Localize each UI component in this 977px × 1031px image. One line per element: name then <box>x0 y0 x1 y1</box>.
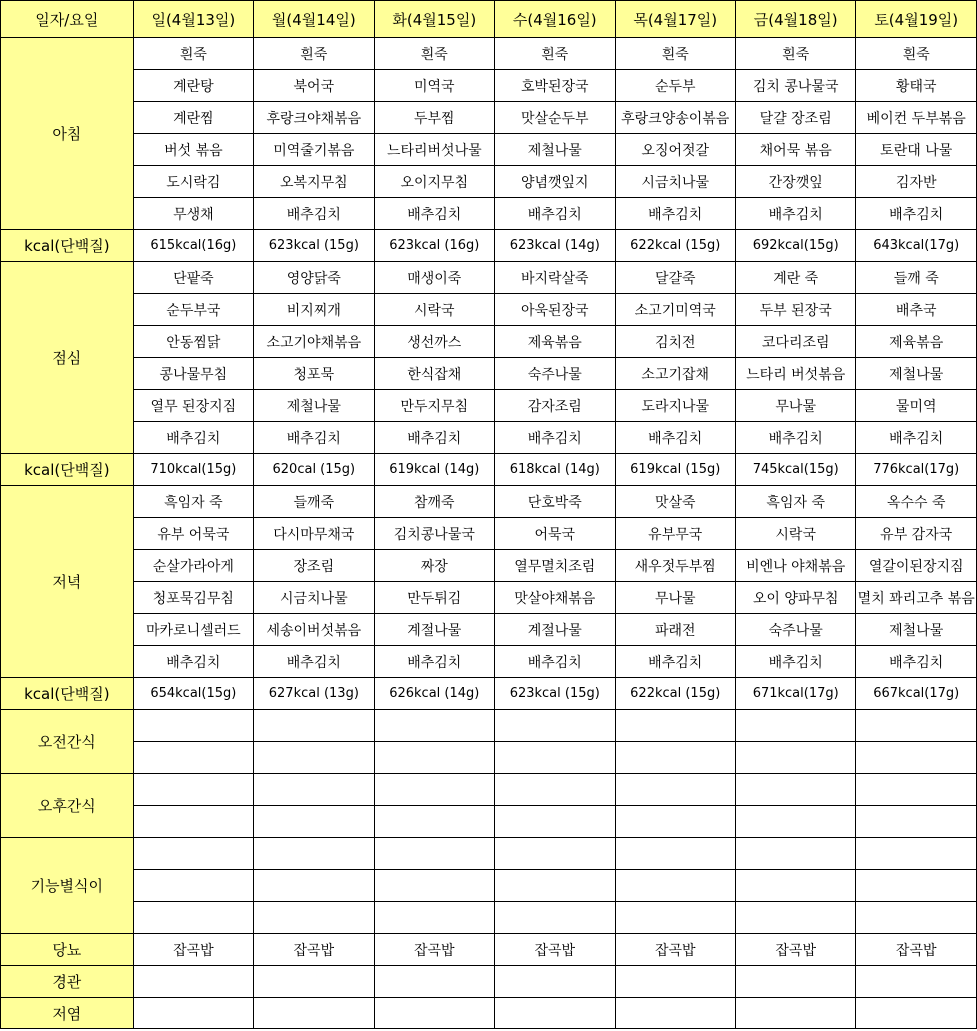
menu-item-cell: 제철나물 <box>254 390 374 422</box>
functional-meal-row <box>1 838 977 870</box>
diabetes-meal-cell: 잡곡밥 <box>133 934 253 966</box>
menu-item-cell: 김치전 <box>615 326 735 358</box>
kcal-value-cell: 643kcal(17g) <box>856 230 977 262</box>
menu-item-cell: 배추김치 <box>254 198 374 230</box>
breakfast-menu-row <box>1 102 977 134</box>
empty-cell <box>495 806 615 838</box>
day-header-cell: 금(4월18일) <box>735 1 855 38</box>
menu-item-cell: 북어국 <box>254 70 374 102</box>
empty-cell <box>856 710 977 742</box>
menu-item-cell: 맛살죽 <box>615 486 735 518</box>
menu-item-cell: 영양닭죽 <box>254 262 374 294</box>
menu-item-cell: 안동찜닭 <box>133 326 253 358</box>
menu-item-cell: 흰죽 <box>133 38 253 70</box>
menu-item-cell: 다시마무채국 <box>254 518 374 550</box>
menu-item-cell: 세송이버섯볶음 <box>254 614 374 646</box>
kcal-value-cell: 776kcal(17g) <box>856 454 977 486</box>
menu-item-cell: 시금치나물 <box>615 166 735 198</box>
empty-cell <box>615 710 735 742</box>
day-header-cell: 수(4월16일) <box>495 1 615 38</box>
menu-item-cell: 순두부 <box>615 70 735 102</box>
menu-item-cell: 흰죽 <box>735 38 855 70</box>
menu-item-cell: 소고기잡채 <box>615 358 735 390</box>
morning-snack-row <box>1 710 977 742</box>
empty-cell <box>133 998 253 1029</box>
menu-item-cell: 소고기야채볶음 <box>254 326 374 358</box>
empty-cell <box>374 774 494 806</box>
empty-cell <box>615 998 735 1029</box>
menu-item-cell: 유부 어묵국 <box>133 518 253 550</box>
diabetes-label: 당뇨 <box>1 934 134 966</box>
empty-cell <box>495 998 615 1029</box>
lunch-menu-row <box>1 262 977 294</box>
breakfast-menu-row <box>1 38 977 70</box>
lunch-menu-row <box>1 422 977 454</box>
menu-item-cell: 흑임자 죽 <box>735 486 855 518</box>
menu-item-cell: 배추김치 <box>856 422 977 454</box>
menu-item-cell: 느타리 버섯볶음 <box>735 358 855 390</box>
empty-cell <box>254 806 374 838</box>
empty-cell <box>495 902 615 934</box>
empty-cell <box>374 806 494 838</box>
menu-item-cell: 순두부국 <box>133 294 253 326</box>
empty-cell <box>735 710 855 742</box>
menu-item-cell: 유부 감자국 <box>856 518 977 550</box>
empty-cell <box>133 966 253 998</box>
lowsalt-label: 저염 <box>1 998 134 1029</box>
menu-item-cell: 배추김치 <box>495 198 615 230</box>
kcal-value-cell: 619kcal (15g) <box>615 454 735 486</box>
dinner-menu-row <box>1 646 977 678</box>
menu-item-cell: 제육볶음 <box>495 326 615 358</box>
menu-item-cell: 오이지무침 <box>374 166 494 198</box>
empty-cell <box>133 742 253 774</box>
menu-item-cell: 단팥죽 <box>133 262 253 294</box>
menu-item-cell: 장조림 <box>254 550 374 582</box>
empty-cell <box>254 838 374 870</box>
empty-cell <box>495 966 615 998</box>
kcal-value-cell: 623kcal (16g) <box>374 230 494 262</box>
empty-cell <box>495 870 615 902</box>
kcal-value-cell: 623kcal (15g) <box>254 230 374 262</box>
kcal-value-cell: 710kcal(15g) <box>133 454 253 486</box>
empty-cell <box>374 966 494 998</box>
menu-item-cell: 흰죽 <box>615 38 735 70</box>
empty-cell <box>856 742 977 774</box>
menu-item-cell: 짜장 <box>374 550 494 582</box>
kcal-value-cell: 615kcal(16g) <box>133 230 253 262</box>
menu-item-cell: 마카로니셀러드 <box>133 614 253 646</box>
empty-cell <box>133 774 253 806</box>
menu-item-cell: 계란탕 <box>133 70 253 102</box>
menu-item-cell: 도시락김 <box>133 166 253 198</box>
menu-item-cell: 두부찜 <box>374 102 494 134</box>
menu-item-cell: 간장깻잎 <box>735 166 855 198</box>
menu-item-cell: 미역줄기볶음 <box>254 134 374 166</box>
menu-item-cell: 계절나물 <box>374 614 494 646</box>
menu-item-cell: 바지락살죽 <box>495 262 615 294</box>
menu-item-cell: 만두지무침 <box>374 390 494 422</box>
menu-item-cell: 숙주나물 <box>735 614 855 646</box>
kcal-value-cell: 654kcal(15g) <box>133 678 253 710</box>
menu-item-cell: 열무멸치조림 <box>495 550 615 582</box>
menu-item-cell: 비지찌개 <box>254 294 374 326</box>
lunch-menu-row <box>1 358 977 390</box>
breakfast-menu-row <box>1 198 977 230</box>
empty-cell <box>133 806 253 838</box>
menu-item-cell: 배추김치 <box>254 646 374 678</box>
empty-cell <box>856 998 977 1029</box>
menu-item-cell: 황태국 <box>856 70 977 102</box>
empty-cell <box>615 838 735 870</box>
menu-item-cell: 배추김치 <box>374 646 494 678</box>
menu-item-cell: 배추김치 <box>133 422 253 454</box>
menu-item-cell: 소고기미역국 <box>615 294 735 326</box>
diabetes-meal-cell: 잡곡밥 <box>856 934 977 966</box>
menu-item-cell: 아욱된장국 <box>495 294 615 326</box>
diabetes-meal-cell: 잡곡밥 <box>495 934 615 966</box>
kcal-value-cell: 623kcal (14g) <box>495 230 615 262</box>
empty-cell <box>495 710 615 742</box>
menu-item-cell: 콩나물무침 <box>133 358 253 390</box>
menu-item-cell: 유부무국 <box>615 518 735 550</box>
empty-cell <box>735 742 855 774</box>
menu-item-cell: 채어묵 볶음 <box>735 134 855 166</box>
empty-cell <box>735 806 855 838</box>
kcal-value-cell: 620cal (15g) <box>254 454 374 486</box>
menu-item-cell: 계절나물 <box>495 614 615 646</box>
kcal-value-cell: 622kcal (15g) <box>615 678 735 710</box>
functional-meal-row <box>1 902 977 934</box>
kcal-value-cell: 618kcal (14g) <box>495 454 615 486</box>
menu-item-cell: 계란 죽 <box>735 262 855 294</box>
menu-item-cell: 제철나물 <box>856 358 977 390</box>
menu-item-cell: 오복지무침 <box>254 166 374 198</box>
lunch-menu-row <box>1 294 977 326</box>
empty-cell <box>735 966 855 998</box>
menu-item-cell: 들깨죽 <box>254 486 374 518</box>
empty-cell <box>254 742 374 774</box>
menu-item-cell: 배추김치 <box>133 646 253 678</box>
empty-cell <box>254 774 374 806</box>
menu-item-cell: 맛살야채볶음 <box>495 582 615 614</box>
menu-item-cell: 파래전 <box>615 614 735 646</box>
kcal-value-cell: 619kcal (14g) <box>374 454 494 486</box>
empty-cell <box>495 774 615 806</box>
diabetes-meal-cell: 잡곡밥 <box>254 934 374 966</box>
afternoon-snack-row <box>1 806 977 838</box>
empty-cell <box>856 806 977 838</box>
kcal-value-cell: 627kcal (13g) <box>254 678 374 710</box>
menu-item-cell: 버섯 볶음 <box>133 134 253 166</box>
functional-meal-label: 기능별식이 <box>1 838 134 934</box>
menu-item-cell: 흰죽 <box>856 38 977 70</box>
empty-cell <box>254 966 374 998</box>
functional-meal-row <box>1 870 977 902</box>
empty-cell <box>133 870 253 902</box>
menu-item-cell: 시락국 <box>374 294 494 326</box>
empty-cell <box>615 966 735 998</box>
dinner-kcal-label: kcal(단백질) <box>1 678 134 710</box>
diabetes-meal-cell: 잡곡밥 <box>374 934 494 966</box>
empty-cell <box>615 806 735 838</box>
menu-item-cell: 미역국 <box>374 70 494 102</box>
dinner-menu-row <box>1 614 977 646</box>
menu-item-cell: 배추김치 <box>374 198 494 230</box>
empty-cell <box>254 870 374 902</box>
menu-item-cell: 들깨 죽 <box>856 262 977 294</box>
menu-item-cell: 무나물 <box>735 390 855 422</box>
menu-item-cell: 매생이죽 <box>374 262 494 294</box>
menu-item-cell: 배추김치 <box>735 646 855 678</box>
menu-item-cell: 순살가라아게 <box>133 550 253 582</box>
menu-item-cell: 생선까스 <box>374 326 494 358</box>
empty-cell <box>615 902 735 934</box>
lunch-kcal-label: kcal(단백질) <box>1 454 134 486</box>
lunch-kcal-row <box>1 454 977 486</box>
empty-cell <box>735 774 855 806</box>
menu-item-cell: 김자반 <box>856 166 977 198</box>
empty-cell <box>856 838 977 870</box>
diabetes-row <box>1 934 977 966</box>
empty-cell <box>254 998 374 1029</box>
empty-cell <box>856 774 977 806</box>
menu-item-cell: 흑임자 죽 <box>133 486 253 518</box>
menu-item-cell: 토란대 나물 <box>856 134 977 166</box>
menu-item-cell: 코다리조림 <box>735 326 855 358</box>
empty-cell <box>856 902 977 934</box>
kcal-value-cell: 667kcal(17g) <box>856 678 977 710</box>
menu-item-cell: 오이 양파무침 <box>735 582 855 614</box>
empty-cell <box>133 710 253 742</box>
header-corner-cell: 일자/요일 <box>1 1 134 38</box>
menu-item-cell: 흰죽 <box>254 38 374 70</box>
menu-item-cell: 베이컨 두부볶음 <box>856 102 977 134</box>
menu-item-cell: 새우젓두부찜 <box>615 550 735 582</box>
menu-item-cell: 열무 된장지짐 <box>133 390 253 422</box>
menu-item-cell: 숙주나물 <box>495 358 615 390</box>
menu-item-cell: 두부 된장국 <box>735 294 855 326</box>
menu-item-cell: 김치 콩나물국 <box>735 70 855 102</box>
kcal-value-cell: 622kcal (15g) <box>615 230 735 262</box>
menu-item-cell: 멸치 꽈리고추 볶음 <box>856 582 977 614</box>
menu-item-cell: 참깨죽 <box>374 486 494 518</box>
empty-cell <box>615 870 735 902</box>
empty-cell <box>735 902 855 934</box>
dinner-menu-row <box>1 518 977 550</box>
empty-cell <box>856 966 977 998</box>
dinner-menu-row <box>1 550 977 582</box>
menu-item-cell: 어묵국 <box>495 518 615 550</box>
empty-cell <box>856 870 977 902</box>
lunch-menu-row <box>1 390 977 422</box>
empty-cell <box>374 998 494 1029</box>
empty-cell <box>374 710 494 742</box>
menu-item-cell: 배추김치 <box>735 198 855 230</box>
header-row <box>1 1 977 38</box>
menu-item-cell: 무나물 <box>615 582 735 614</box>
day-header-cell: 월(4월14일) <box>254 1 374 38</box>
empty-cell <box>374 838 494 870</box>
menu-item-cell: 한식잡채 <box>374 358 494 390</box>
menu-item-cell: 양념깻잎지 <box>495 166 615 198</box>
menu-item-cell: 배추김치 <box>615 646 735 678</box>
morning-snack-row <box>1 742 977 774</box>
empty-cell <box>615 742 735 774</box>
kcal-value-cell: 671kcal(17g) <box>735 678 855 710</box>
dinner-menu-row <box>1 486 977 518</box>
menu-item-cell: 배추김치 <box>495 422 615 454</box>
breakfast-menu-row <box>1 134 977 166</box>
menu-item-cell: 무생채 <box>133 198 253 230</box>
empty-cell <box>735 870 855 902</box>
menu-item-cell: 김치콩나물국 <box>374 518 494 550</box>
dinner-label: 저녁 <box>1 486 134 678</box>
day-header-cell: 일(4월13일) <box>133 1 253 38</box>
gyeonggwan-label: 경관 <box>1 966 134 998</box>
menu-item-cell: 달걀 장조림 <box>735 102 855 134</box>
menu-item-cell: 후랑크양송이볶음 <box>615 102 735 134</box>
day-header-cell: 목(4월17일) <box>615 1 735 38</box>
menu-item-cell: 제육볶음 <box>856 326 977 358</box>
empty-cell <box>374 902 494 934</box>
empty-cell <box>615 774 735 806</box>
menu-item-cell: 배추김치 <box>374 422 494 454</box>
menu-item-cell: 비엔나 야채볶음 <box>735 550 855 582</box>
menu-item-cell: 흰죽 <box>495 38 615 70</box>
menu-item-cell: 배추김치 <box>495 646 615 678</box>
menu-item-cell: 배추김치 <box>254 422 374 454</box>
menu-item-cell: 시락국 <box>735 518 855 550</box>
day-header-cell: 토(4월19일) <box>856 1 977 38</box>
breakfast-menu-row <box>1 70 977 102</box>
lunch-label: 점심 <box>1 262 134 454</box>
kcal-value-cell: 626kcal (14g) <box>374 678 494 710</box>
menu-item-cell: 배추김치 <box>856 198 977 230</box>
dinner-kcal-row <box>1 678 977 710</box>
breakfast-label: 아침 <box>1 38 134 230</box>
afternoon-snack-label: 오후간식 <box>1 774 134 838</box>
empty-cell <box>254 902 374 934</box>
menu-item-cell: 배추김치 <box>735 422 855 454</box>
menu-item-cell: 열갈이된장지짐 <box>856 550 977 582</box>
morning-snack-label: 오전간식 <box>1 710 134 774</box>
lunch-menu-row <box>1 326 977 358</box>
menu-item-cell: 옥수수 죽 <box>856 486 977 518</box>
menu-item-cell: 계란찜 <box>133 102 253 134</box>
empty-cell <box>735 838 855 870</box>
empty-cell <box>374 742 494 774</box>
empty-cell <box>374 870 494 902</box>
menu-item-cell: 배추김치 <box>856 646 977 678</box>
empty-cell <box>495 742 615 774</box>
dinner-menu-row <box>1 582 977 614</box>
kcal-value-cell: 692kcal(15g) <box>735 230 855 262</box>
empty-cell <box>254 710 374 742</box>
empty-cell <box>133 902 253 934</box>
empty-cell <box>133 838 253 870</box>
day-header-cell: 화(4월15일) <box>374 1 494 38</box>
gyeonggwan-row <box>1 966 977 998</box>
menu-item-cell: 느타리버섯나물 <box>374 134 494 166</box>
menu-item-cell: 물미역 <box>856 390 977 422</box>
menu-item-cell: 청포묵김무침 <box>133 582 253 614</box>
kcal-value-cell: 745kcal(15g) <box>735 454 855 486</box>
menu-item-cell: 배추국 <box>856 294 977 326</box>
menu-item-cell: 제철나물 <box>856 614 977 646</box>
menu-item-cell: 흰죽 <box>374 38 494 70</box>
menu-item-cell: 청포묵 <box>254 358 374 390</box>
breakfast-kcal-row <box>1 230 977 262</box>
empty-cell <box>495 838 615 870</box>
diabetes-meal-cell: 잡곡밥 <box>615 934 735 966</box>
menu-item-cell: 감자조림 <box>495 390 615 422</box>
afternoon-snack-row <box>1 774 977 806</box>
menu-item-cell: 배추김치 <box>615 422 735 454</box>
menu-item-cell: 맛살순두부 <box>495 102 615 134</box>
breakfast-kcal-label: kcal(단백질) <box>1 230 134 262</box>
menu-item-cell: 후랑크야채볶음 <box>254 102 374 134</box>
menu-item-cell: 호박된장국 <box>495 70 615 102</box>
menu-item-cell: 배추김치 <box>615 198 735 230</box>
kcal-value-cell: 623kcal (15g) <box>495 678 615 710</box>
menu-item-cell: 오징어젓갈 <box>615 134 735 166</box>
empty-cell <box>735 998 855 1029</box>
menu-item-cell: 제철나물 <box>495 134 615 166</box>
menu-item-cell: 도라지나물 <box>615 390 735 422</box>
breakfast-menu-row <box>1 166 977 198</box>
menu-item-cell: 만두튀김 <box>374 582 494 614</box>
diabetes-meal-cell: 잡곡밥 <box>735 934 855 966</box>
menu-item-cell: 달걀죽 <box>615 262 735 294</box>
lowsalt-row <box>1 998 977 1029</box>
menu-item-cell: 단호박죽 <box>495 486 615 518</box>
menu-item-cell: 시금치나물 <box>254 582 374 614</box>
